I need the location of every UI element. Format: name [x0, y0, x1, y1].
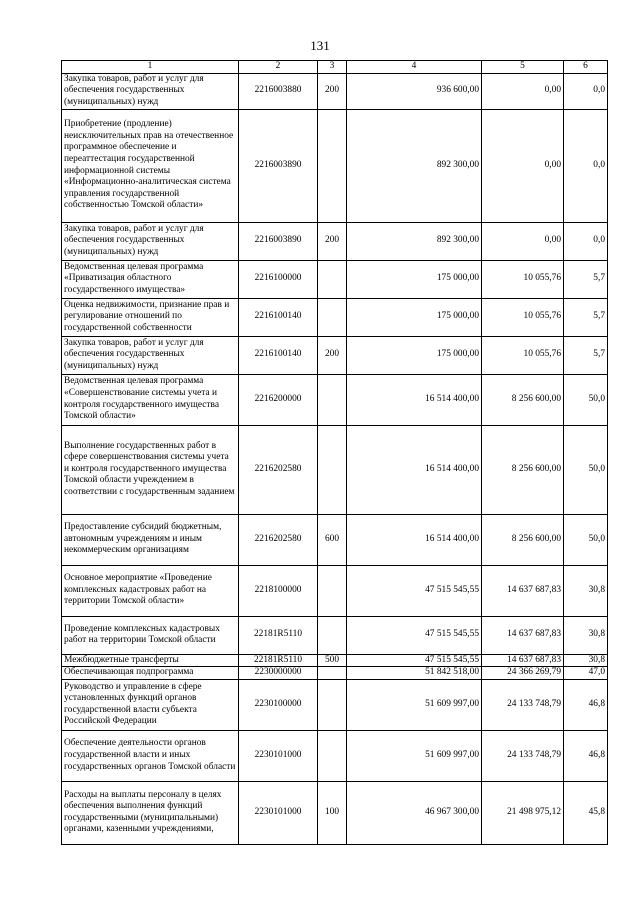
row-expense-type	[318, 374, 347, 425]
row-expense-type	[318, 730, 347, 781]
table-row	[62, 260, 608, 298]
row-name: Проведение комплексных кадастровых работ на территории Томской области	[62, 616, 239, 654]
row-code: 2216003890	[239, 222, 318, 260]
row-plan: 892 300,00	[347, 222, 482, 260]
row-plan: 16 514 400,00	[347, 514, 482, 565]
table-row	[62, 336, 608, 374]
row-fact: 10 055,76	[482, 298, 564, 336]
row-name: Ведомственная целевая программа «Приватизация областного государственного имущества»	[62, 260, 239, 298]
row-expense-type: 200	[318, 73, 347, 109]
row-expense-type	[318, 679, 347, 730]
row-code: 2216202580	[239, 514, 318, 565]
row-fact: 0,00	[482, 73, 564, 109]
row-plan: 47 515 545,55	[347, 616, 482, 654]
row-plan: 47 515 545,55	[347, 654, 482, 667]
row-expense-type: 500	[318, 654, 347, 667]
row-expense-type	[318, 565, 347, 616]
row-percent: 30,8	[564, 654, 608, 667]
row-expense-type	[318, 616, 347, 654]
row-name: Закупка товаров, работ и услуг для обеспечения государственных (муниципальных) нужд	[62, 222, 239, 260]
row-expense-type	[318, 298, 347, 336]
row-name: Обеспечивающая подпрограмма	[62, 667, 239, 680]
row-percent: 0,0	[564, 73, 608, 109]
row-expense-type: 200	[318, 336, 347, 374]
row-code: 22181R5110	[239, 654, 318, 667]
column-header: 1	[62, 61, 239, 74]
row-plan: 47 515 545,55	[347, 565, 482, 616]
row-code: 2216100000	[239, 260, 318, 298]
table-row	[62, 73, 608, 109]
table-row	[62, 667, 608, 680]
row-expense-type	[318, 667, 347, 680]
table-row	[62, 425, 608, 514]
row-fact: 14 637 687,83	[482, 616, 564, 654]
row-fact: 14 637 687,83	[482, 654, 564, 667]
table-row	[62, 565, 608, 616]
row-expense-type: 100	[318, 781, 347, 844]
row-expense-type: 600	[318, 514, 347, 565]
row-fact: 24 366 269,79	[482, 667, 564, 680]
column-header: 2	[239, 61, 318, 74]
table-row	[62, 374, 608, 425]
row-percent: 5,7	[564, 336, 608, 374]
row-percent: 0,0	[564, 222, 608, 260]
row-code: 2216202580	[239, 425, 318, 514]
table-row	[62, 616, 608, 654]
row-code: 2216100140	[239, 298, 318, 336]
row-name: Основное мероприятие «Проведение комплексных кадастровых работ на территории Томской области»	[62, 565, 239, 616]
row-name: Выполнение государственных работ в сфере совершенствования системы учета и контроля государственного имущества Томской области учреждением в соответствии с государственным заданием	[62, 425, 239, 514]
row-fact: 21 498 975,12	[482, 781, 564, 844]
row-code: 22181R5110	[239, 616, 318, 654]
row-code: 2230100000	[239, 679, 318, 730]
row-fact: 8 256 600,00	[482, 425, 564, 514]
row-name: Приобретение (продление) неисключительных прав на отечественное программное обеспечение и переаттестация государственной информационной системы «Информационно-аналитическая система управления государственной собственностью Томской области»	[62, 109, 239, 222]
row-percent: 45,8	[564, 781, 608, 844]
table-row	[62, 679, 608, 730]
table-row	[62, 730, 608, 781]
row-percent: 0,0	[564, 109, 608, 222]
row-plan: 51 609 997,00	[347, 730, 482, 781]
table-row	[62, 298, 608, 336]
row-name: Оценка недвижимости, признание прав и регулирование отношений по государственной собственности	[62, 298, 239, 336]
row-plan: 936 600,00	[347, 73, 482, 109]
row-percent: 50,0	[564, 514, 608, 565]
row-plan: 16 514 400,00	[347, 374, 482, 425]
row-fact: 0,00	[482, 222, 564, 260]
row-code: 2216003890	[239, 109, 318, 222]
row-fact: 24 133 748,79	[482, 730, 564, 781]
table-row	[62, 109, 608, 222]
row-expense-type	[318, 109, 347, 222]
row-plan: 175 000,00	[347, 298, 482, 336]
row-percent: 47,0	[564, 667, 608, 680]
row-expense-type: 200	[318, 222, 347, 260]
table-row	[62, 514, 608, 565]
row-percent: 30,8	[564, 616, 608, 654]
row-fact: 0,00	[482, 109, 564, 222]
row-expense-type	[318, 260, 347, 298]
table-row	[62, 781, 608, 844]
row-code: 2216200000	[239, 374, 318, 425]
row-code: 2216100140	[239, 336, 318, 374]
row-code: 2230000000	[239, 667, 318, 680]
row-fact: 10 055,76	[482, 336, 564, 374]
row-fact: 24 133 748,79	[482, 679, 564, 730]
row-fact: 8 256 600,00	[482, 374, 564, 425]
row-code: 2216003880	[239, 73, 318, 109]
row-plan: 892 300,00	[347, 109, 482, 222]
row-fact: 8 256 600,00	[482, 514, 564, 565]
budget-table	[61, 60, 608, 845]
column-header: 4	[347, 61, 482, 74]
row-name: Закупка товаров, работ и услуг для обеспечения государственных (муниципальных) нужд	[62, 73, 239, 109]
row-percent: 46,8	[564, 679, 608, 730]
row-name: Межбюджетные трансферты	[62, 654, 239, 667]
row-fact: 14 637 687,83	[482, 565, 564, 616]
column-header: 5	[482, 61, 564, 74]
column-header: 3	[318, 61, 347, 74]
header-row	[62, 61, 608, 74]
row-percent: 30,8	[564, 565, 608, 616]
table-row	[62, 222, 608, 260]
row-name: Расходы на выплаты персоналу в целях обеспечения выполнения функций государственными (муниципальными) органами, казенными учреждениями,	[62, 781, 239, 844]
row-plan: 51 842 518,00	[347, 667, 482, 680]
row-percent: 5,7	[564, 260, 608, 298]
row-name: Обеспечение деятельности органов государственной власти и иных государственных органов Томской области	[62, 730, 239, 781]
row-name: Предоставление субсидий бюджетным, автономным учреждениям и иным некоммерческим организациям	[62, 514, 239, 565]
row-plan: 51 609 997,00	[347, 679, 482, 730]
row-plan: 16 514 400,00	[347, 425, 482, 514]
row-name: Ведомственная целевая программа «Совершенствование системы учета и контроля государственного имущества Томской области»	[62, 374, 239, 425]
row-name: Руководство и управление в сфере установленных функций органов государственной власти субъекта Российской Федерации	[62, 679, 239, 730]
row-percent: 50,0	[564, 425, 608, 514]
row-plan: 175 000,00	[347, 260, 482, 298]
column-header: 6	[564, 61, 608, 74]
row-fact: 10 055,76	[482, 260, 564, 298]
row-name: Закупка товаров, работ и услуг для обеспечения государственных (муниципальных) нужд	[62, 336, 239, 374]
row-percent: 5,7	[564, 298, 608, 336]
row-plan: 175 000,00	[347, 336, 482, 374]
row-code: 2230101000	[239, 781, 318, 844]
row-code: 2230101000	[239, 730, 318, 781]
page-number: 131	[310, 38, 330, 53]
row-percent: 46,8	[564, 730, 608, 781]
row-expense-type	[318, 425, 347, 514]
row-code: 2218100000	[239, 565, 318, 616]
row-percent: 50,0	[564, 374, 608, 425]
table-row	[62, 654, 608, 667]
row-plan: 46 967 300,00	[347, 781, 482, 844]
